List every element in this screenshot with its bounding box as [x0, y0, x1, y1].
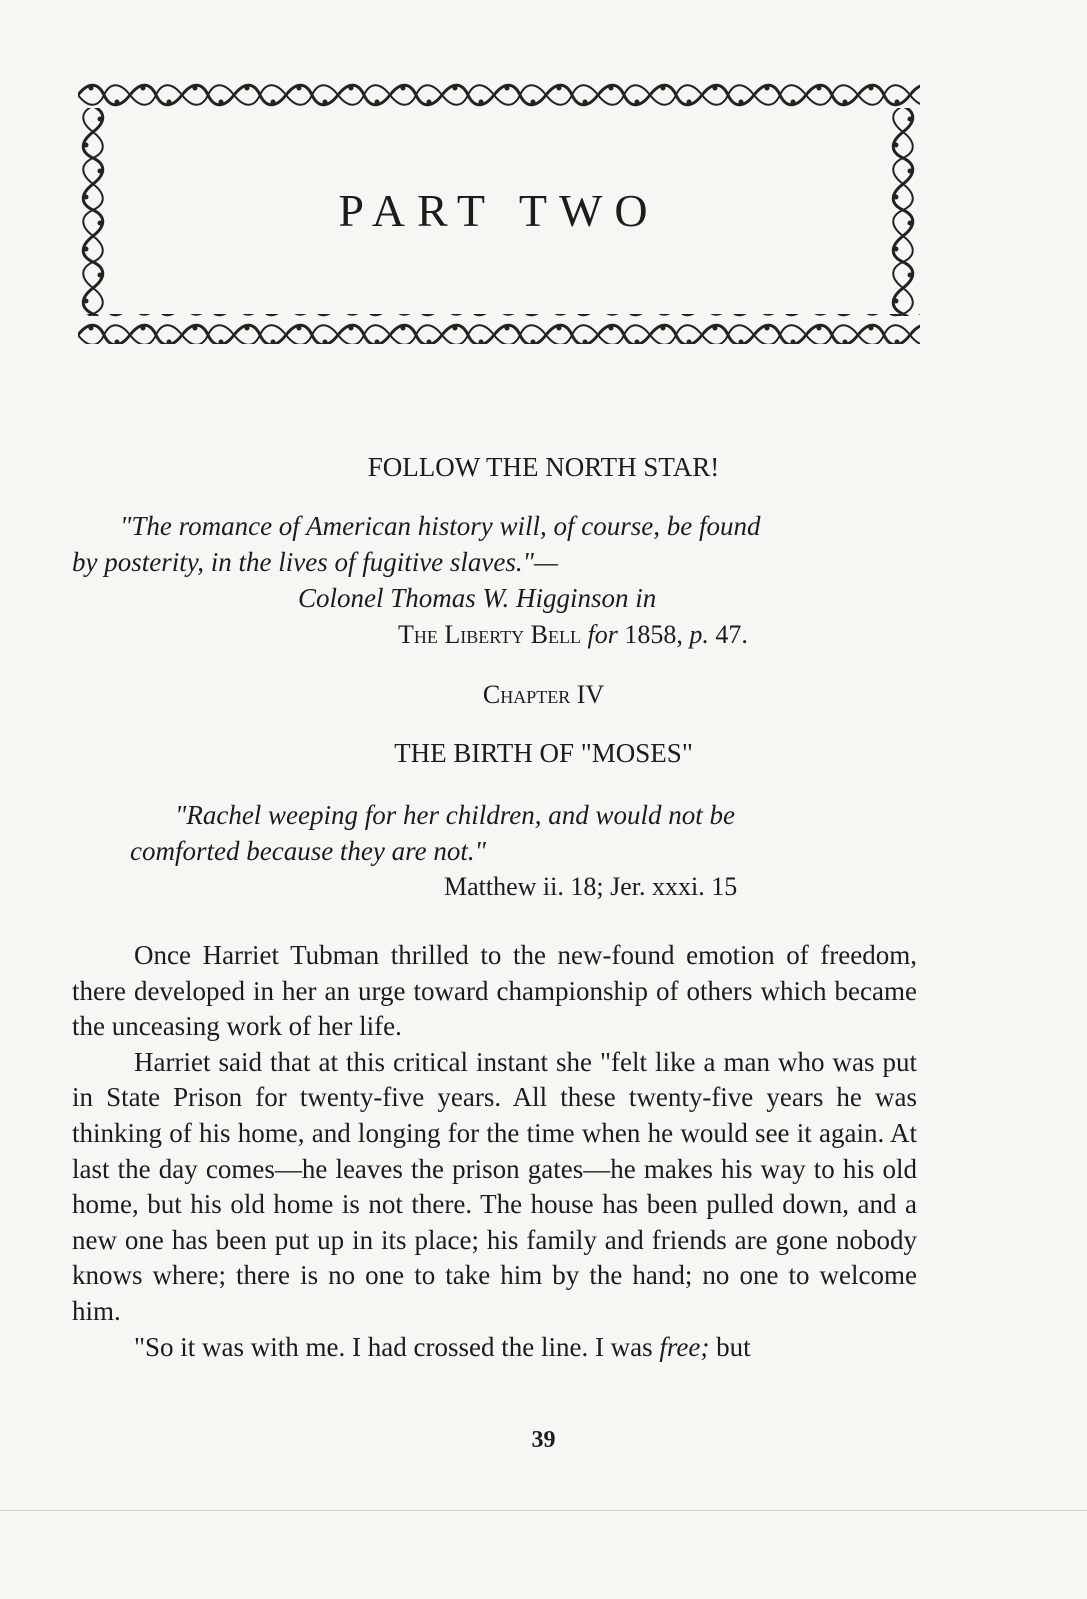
source-for: for: [587, 620, 618, 649]
paragraph-text: but: [716, 1331, 751, 1362]
source-year: 1858,: [624, 620, 683, 649]
page-number: 39: [531, 1427, 556, 1453]
chapter-title: THE BIRTH OF "MOSES": [394, 738, 693, 768]
paragraph: Once Harriet Tubman thrilled to the new-found emotion of freedom, there developed in her an urge toward championship of others which became the unceasing work of her life.: [72, 940, 917, 1042]
paragraph: Harriet said that at this critical instant she "felt like a man who was put in State Prison for twenty-five years. All these twenty-five years he was thinking of his home, and longing for the time when he would see it again. At last the day comes—he leaves the prison gates—he makes his way to his old home, but his old home is not there. The house has been pulled down, and a new one has been put up in its place; his family and friends are gone nobody knows where; there is no one to take him by the hand; no one to welcome him.: [72, 1046, 917, 1326]
emphasis: free;: [659, 1331, 710, 1362]
epigraph-line: by posterity, in the lives of fugitive slaves."—: [72, 547, 558, 577]
paragraph-text: "So it was with me. I had crossed the line. I was: [134, 1331, 653, 1362]
epigraph-author: Colonel Thomas W. Higginson in: [298, 583, 657, 613]
ornamental-frame: [78, 80, 920, 344]
epigraph-citation: Matthew ii. 18; Jer. xxxi. 15: [444, 872, 738, 901]
source-page: 47.: [715, 620, 748, 649]
epigraph-line: "Rachel weeping for her children, and would not be: [175, 800, 735, 830]
epigraph-line: comforted because they are not.": [130, 836, 486, 866]
scan-edge-line: [0, 1510, 1087, 1511]
epigraph-source: [398, 620, 748, 650]
chapter-label: Chapter IV: [482, 680, 605, 709]
source-p: p.: [689, 620, 709, 649]
section-title: FOLLOW THE NORTH STAR!: [367, 452, 720, 482]
paragraph: [72, 1330, 917, 1366]
body-text: [72, 938, 917, 1365]
epigraph-line: "The romance of American history will, of course, be found: [120, 511, 761, 541]
source-title: The Liberty Bell: [398, 620, 581, 649]
part-title: PART TWO: [338, 185, 660, 236]
